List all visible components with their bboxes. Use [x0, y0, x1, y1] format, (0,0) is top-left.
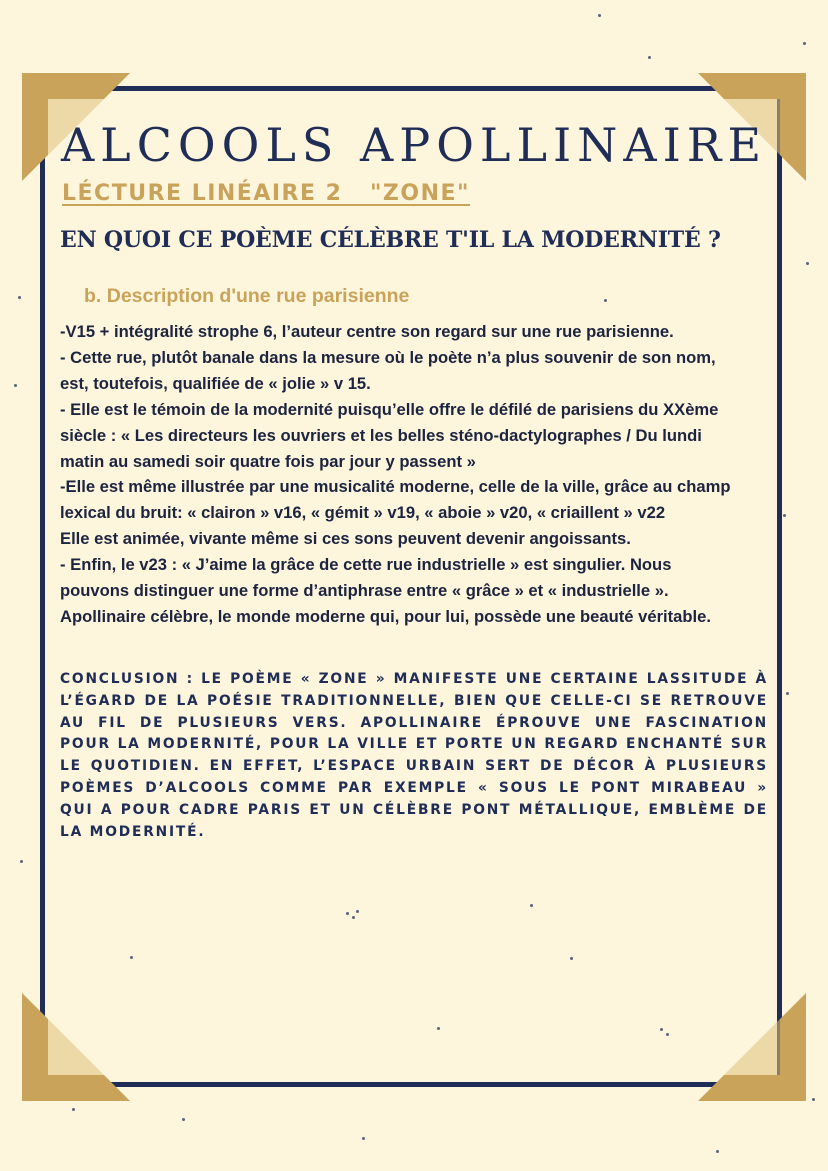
section-heading: b. Description d'une rue parisienne — [84, 285, 410, 307]
body-line: - Elle est le témoin de la modernité puisqu’elle offre le défilé de parisiens du XXème — [60, 399, 719, 419]
corner-ornament-bottom-left — [22, 993, 130, 1101]
problematic-question: EN QUOI CE POÈME CÉLÈBRE T'IL LA MODERNITÉ ? — [60, 227, 721, 253]
body-line: -Elle est même illustrée par une musicalité moderne, celle de la ville, grâce au champ — [60, 477, 731, 497]
corner-ornament-bottom-right — [698, 993, 806, 1101]
body-line: est, toutefois, qualifiée de « jolie » v 15. — [60, 373, 371, 393]
body-line: lexical du bruit: « clairon » v16, « gémit » v19, « aboie » v20, « criaillent » v22 — [60, 503, 666, 523]
body-line: siècle : « Les directeurs les ouvriers et les belles sténo-dactylographes / Du lundi — [60, 425, 702, 445]
lecture-subtitle: LÉCTURE LINÉAIRE 2 "ZONE" — [62, 181, 470, 206]
body-line: - Enfin, le v23 : « J’aime la grâce de cette rue industrielle » est singulier. Nous — [60, 555, 672, 575]
body-line: Apollinaire célèbre, le monde moderne qui, pour lui, possède une beauté véritable. — [60, 606, 711, 626]
body-line: matin au samedi soir quatre fois par jour y passent » — [60, 451, 476, 471]
conclusion-paragraph: CONCLUSION : LE POÈME « ZONE » MANIFESTE UNE CERTAINE LASSITUDE À L’ÉGARD DE LA POÉSIE TRADITIONNELLE, BIEN QUE CELLE-CI SE RETROUVE AU FIL DE PLUSIEURS VERS. APOLLINAIRE ÉPROUVE UNE FASCINATION POUR LA MODERNITÉ, POUR LA VILLE ET PORTE UN REGARD ENCHANTÉ SUR LE QUOTIDIEN. EN EFFET, L’ESPACE URBAIN SERT DE DÉCOR À PLUSIEURS POÈMES D’ALCOOLS COMME PAR EXEMPLE « SOUS LE PONT MIRABEAU » QUI A POUR CADRE PARIS ET UN CÉLÈBRE PONT MÉTALLIQUE, EMBLÈME DE LA MODERNITÉ. — [60, 671, 768, 840]
body-line: pouvons distinguer une forme d’antiphrase entre « grâce » et « industrielle ». — [60, 581, 669, 601]
page-title: ALCOOLS APOLLINAIRE — [60, 118, 768, 172]
analysis-body — [60, 319, 774, 630]
body-line: -V15 + intégralité strophe 6, l’auteur centre son regard sur une rue parisienne. — [60, 322, 674, 341]
body-line: Elle est animée, vivante même si ces sons peuvent devenir angoissants. — [60, 529, 631, 549]
body-line: - Cette rue, plutôt banale dans la mesure où le poète n’a plus souvenir de son nom, — [60, 347, 716, 367]
